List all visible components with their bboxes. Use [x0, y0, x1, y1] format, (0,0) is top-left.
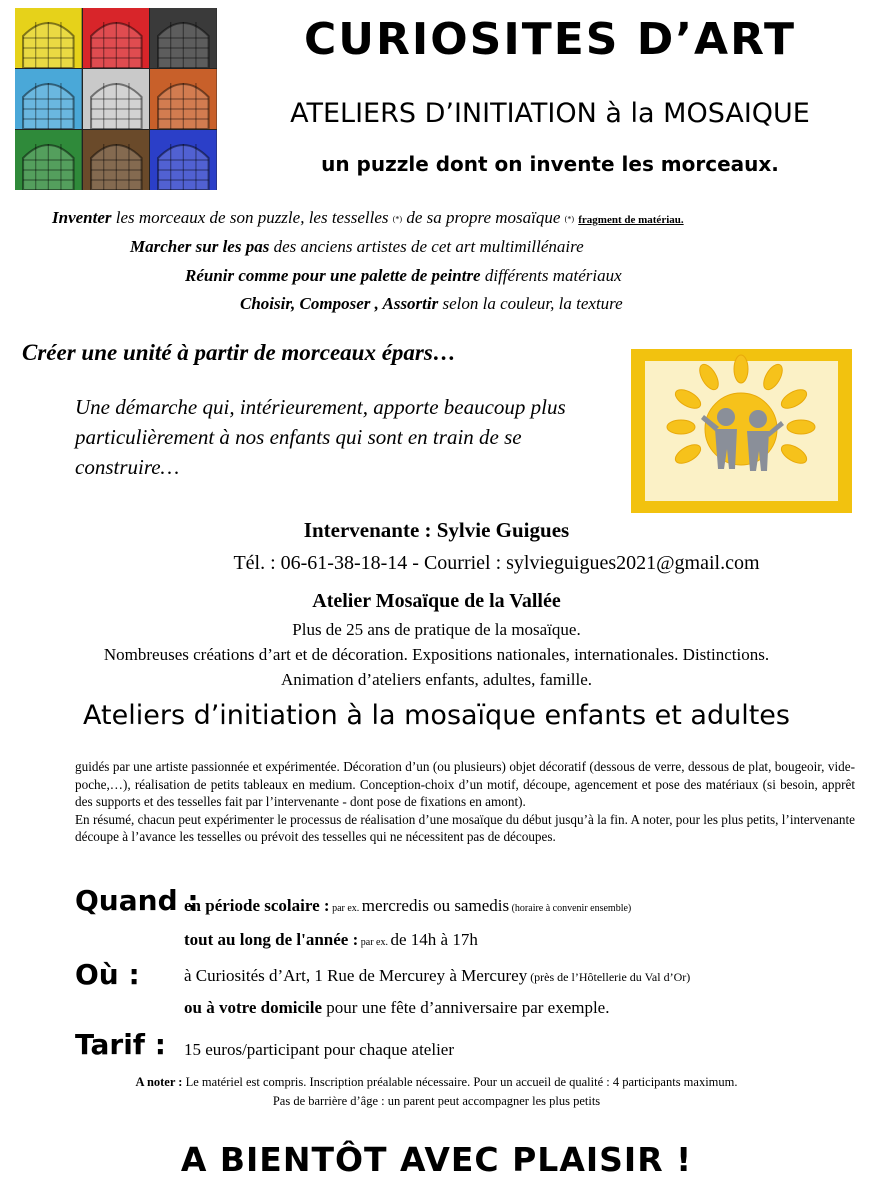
profile-line-3: Animation d’ateliers enfants, adultes, famille.: [280, 670, 593, 689]
description-paragraph-2: En résumé, chacun peut expérimenter le processus de réalisation d’une mosaïque du début jusqu’à la fin. A noter, pour les plus petits, l’intervenante découpe à l’avance les tesselles ou prévoit des tesselles qui ne nécessitent pas de découpes.: [75, 811, 855, 844]
tagline: un puzzle dont on invente les morceaux.: [321, 152, 779, 176]
quand-row-2: tout au long de l'année : par ex. de 14h à 17h: [184, 930, 478, 949]
logo-tile: [15, 8, 82, 68]
tarif-label: Tarif :: [75, 1028, 166, 1061]
description: [75, 758, 855, 846]
ou-row-2: ou à votre domicile pour une fête d’anniversaire par exemple.: [184, 998, 610, 1017]
logo-tile: [15, 130, 82, 190]
intro-line-4: Choisir, Composer , Assortir selon la couleur, la texture: [240, 294, 623, 313]
quand-row-1: en période scolaire : par ex. mercredis ou samedis (horaire à convenir ensemble): [184, 896, 632, 915]
contact-line: Tél. : 06-61-38-18-14 - Courriel : sylvieguigues2021@gmail.com: [233, 552, 760, 574]
logo-tile: [150, 8, 217, 68]
logo-tile: [150, 69, 217, 129]
logo-tile: [83, 8, 150, 68]
logo-tile: [150, 130, 217, 190]
mosaic-logo-grid: [15, 8, 217, 190]
sun-mosaic-image: [631, 349, 852, 513]
ou-label: Où :: [75, 958, 140, 991]
intro-line-2: Marcher sur les pas des anciens artistes de cet art multimillénaire: [130, 237, 584, 256]
description-paragraph-1: guidés par une artiste passionnée et expérimentée. Décoration d’un (ou plusieurs) objet décoratif (dessous de verre, dessous de plat, bougeoir, vide-poche,…), réalisation de petits tableaux en medium. Conception-choix d’un motif, découpe, agencement et pose des matériaux (si besoin, apprêt des supports et des tesselles fait par l’intervenante - dont pose de fixations en amont).: [75, 759, 855, 809]
intro-line-1: Inventer les morceaux de son puzzle, les tesselles (*) de sa propre mosaïque (*) fragment de matériau.: [52, 208, 684, 227]
page-subtitle: ATELIERS D’INITIATION à la MOSAIQUE: [290, 98, 810, 129]
profile-line-2: Nombreuses créations d’art et de décoration. Expositions nationales, internationales. Distinctions.: [103, 645, 770, 664]
logo-tile: [83, 69, 150, 129]
logo-tile: [15, 69, 82, 129]
atelier-name: Atelier Mosaïque de la Vallée: [312, 590, 561, 612]
page-title: CURIOSITES D’ART: [303, 14, 797, 65]
demarche-text: Une démarche qui, intérieurement, apporte beaucoup plus particulièrement à nos enfants qui sont en train de se construire…: [75, 395, 566, 479]
quand-label: Quand :: [75, 884, 199, 917]
tarif-text: 15 euros/participant pour chaque atelier: [184, 1040, 454, 1059]
note-line-2: Pas de barrière d’âge : un parent peut accompagner les plus petits: [272, 1094, 601, 1108]
logo-tile: [83, 130, 150, 190]
intro-line-3: Réunir comme pour une palette de peintre différents matériaux: [185, 266, 622, 285]
note-line-1: A noter : Le matériel est compris. Inscription préalable nécessaire. Pour un accueil de qualité : 4 participants maximum.: [135, 1075, 738, 1089]
profile-line-1: Plus de 25 ans de pratique de la mosaïque.: [292, 620, 581, 639]
closing-line: A BIENTÔT AVEC PLAISIR !: [180, 1140, 693, 1179]
ateliers-heading: Ateliers d’initiation à la mosaïque enfants et adultes: [83, 700, 790, 731]
create-heading: Créer une unité à partir de morceaux épars…: [22, 340, 456, 365]
ou-row-1: à Curiosités d’Art, 1 Rue de Mercurey à Mercurey (près de l’Hôtellerie du Val d’Or): [184, 966, 691, 985]
intervenante: Intervenante : Sylvie Guigues: [303, 518, 570, 542]
